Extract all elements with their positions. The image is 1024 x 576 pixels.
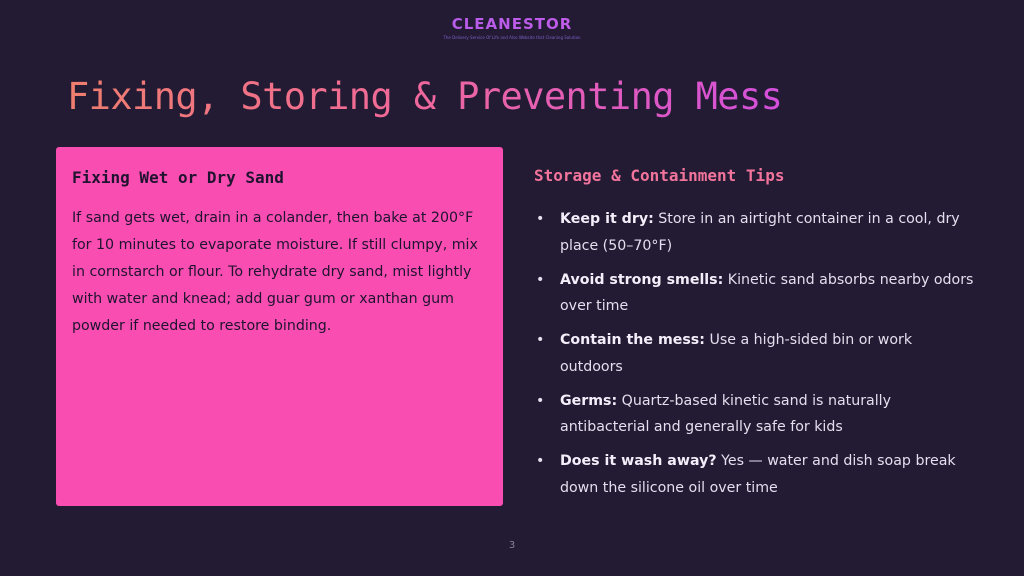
tip-label: Contain the mess: bbox=[560, 332, 705, 348]
logo-wordmark: CLEANESTOR bbox=[0, 14, 1024, 34]
tip-text: Quartz-based kinetic sand is naturally antibacterial and generally safe for kids bbox=[560, 392, 892, 435]
storage-tips-list bbox=[534, 206, 974, 501]
tip-contain-mess bbox=[534, 327, 974, 380]
bullet-icon: • bbox=[536, 392, 545, 409]
tip-text: Use a high-sided bin or work outdoors bbox=[560, 332, 913, 375]
storage-tips-title: Storage & Containment Tips bbox=[534, 166, 785, 185]
card-title: Fixing Wet or Dry Sand bbox=[72, 168, 284, 187]
tip-wash-away bbox=[534, 448, 974, 501]
storage-tips-section bbox=[534, 164, 974, 509]
logo-tagline: The Delivery Service Of Life and Also Website that Cleaning Solution bbox=[443, 35, 581, 40]
bullet-icon: • bbox=[536, 453, 545, 469]
tip-keep-dry bbox=[534, 206, 974, 259]
tip-label: Does it wash away? bbox=[560, 453, 717, 469]
tip-text: Store in an airtight container in a cool, dry place (50–70°F) bbox=[560, 211, 960, 254]
fixing-sand-card bbox=[56, 147, 503, 506]
bullet-icon: • bbox=[536, 211, 545, 227]
tip-label: Avoid strong smells: bbox=[560, 271, 724, 288]
tip-label: Keep it dry: bbox=[560, 211, 654, 227]
page-number: 3 bbox=[508, 540, 516, 551]
card-body: If sand gets wet, drain in a colander, then bake at 200°F for 10 minutes to evaporate moisture. If still clumpy, mix in cornstarch or flour. To rehydrate dry sand, mist lightly with water and knead; add guar gum or xanthan gum powder if needed to restore binding. bbox=[72, 210, 478, 334]
tip-avoid-smells bbox=[534, 267, 974, 320]
tip-label: Germs: bbox=[560, 392, 618, 409]
brand-logo bbox=[0, 14, 1024, 41]
tip-text: Yes — water and dish soap break down the silicone oil over time bbox=[560, 453, 956, 496]
tip-text: Kinetic sand absorbs nearby odors over time bbox=[560, 271, 974, 314]
slide-title: Fixing, Storing & Preventing Mess bbox=[67, 72, 782, 122]
bullet-icon: • bbox=[536, 271, 545, 288]
tip-germs bbox=[534, 388, 974, 441]
bullet-icon: • bbox=[536, 332, 545, 348]
